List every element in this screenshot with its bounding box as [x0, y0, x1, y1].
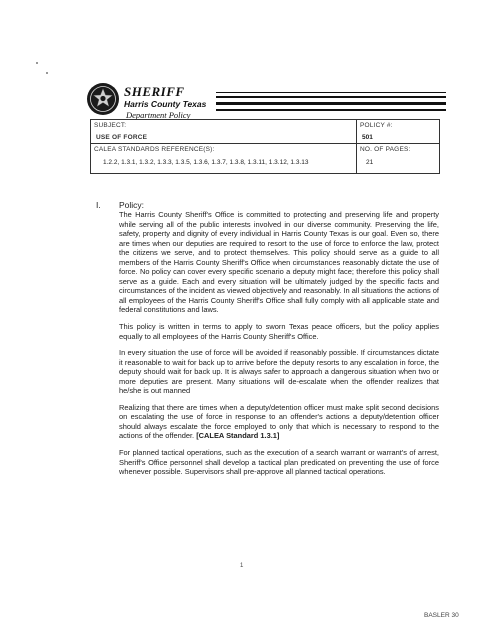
policy-info-table: [90, 119, 440, 174]
letterhead-rule: [216, 109, 446, 111]
letterhead-rule: [216, 96, 446, 98]
bates-number: BASLER 30: [424, 612, 459, 619]
letterhead-county: Harris County Texas: [124, 99, 207, 109]
calea-cell: [91, 144, 357, 174]
policy-number-label: POLICY #:: [360, 122, 393, 129]
subject-value: USE OF FORCE: [96, 134, 148, 141]
scan-speck: [46, 72, 48, 74]
policy-paragraph: In every situation the use of force will be avoided if reasonably possible. If circumstances dictate it reasonable to wait for back up to arrive before the deputy resorts to any escalation in force, the deputy should wait for back up. It is always safer to approach a dangerous situation when two or more deputies are present. Many situations will de-escalate when the offender realizes that he/she is out manned: [119, 348, 439, 396]
pages-cell: [357, 144, 440, 174]
calea-label: CALEA STANDARDS REFERENCE(S):: [94, 146, 215, 153]
sheriff-star-badge-icon: [86, 82, 120, 116]
section-title: Policy:: [119, 200, 145, 210]
subject-label: SUBJECT:: [94, 122, 127, 129]
letterhead-rule: [216, 92, 446, 93]
letterhead-department: Department Policy: [126, 110, 191, 120]
letterhead-rule: [216, 102, 446, 105]
table-row: [91, 120, 440, 144]
policy-body: [119, 210, 439, 484]
policy-number-value: 501: [362, 134, 373, 141]
letterhead: [86, 82, 446, 124]
table-row: [91, 144, 440, 174]
policy-number-cell: [357, 120, 440, 144]
policy-paragraph: For planned tactical operations, such as the execution of a search warrant or warrant's of arrest, Sheriff's Office personnel shall develop a tactical plan predicated on preventing the use of force whenever possible. Supervisors shall pre-approve all planned tactical operations.: [119, 448, 439, 477]
policy-paragraph-text: Realizing that there are times when a deputy/detention officer must make split second decisions on escalating the use of force in response to an offender's actions a deputy/detention officer should always escalate the force employed to only that which is necessary to respond to the actions of the offender.: [119, 402, 439, 441]
calea-standard-ref: [CALEA Standard 1.3.1]: [196, 431, 280, 441]
letterhead-title: SHERIFF: [124, 84, 185, 99]
policy-paragraph: [119, 403, 439, 441]
section-number: I.: [96, 200, 101, 210]
pages-label: NO. OF PAGES:: [360, 146, 411, 153]
calea-value: 1.2.2, 1.3.1, 1.3.2, 1.3.3, 1.3.5, 1.3.6, 1.3.7, 1.3.8, 1.3.11, 1.3.12, 1.3.13: [103, 159, 309, 166]
policy-paragraph: This policy is written in terms to apply to sworn Texas peace officers, but the policy applies equally to all employees of the Harris County Sheriff's Office.: [119, 322, 439, 341]
scan-speck: [36, 62, 38, 64]
policy-paragraph: The Harris County Sheriff's Office is committed to protecting and preserving life and property while serving all of the public interests involved in our diverse community. Preserving the life, safety, property and dignity of every individual in Harris County Texas is our goal. Even so, there are times when our deputies are required to resort to the use of force to enforce the law, protect the citizens we serve, and to protect themselves. This policy should serve as a guide to all members of the Harris County Sheriff's Office when circumstances reasonably dictate the use of force. No policy can cover every specific scenario a deputy might face; therefore this policy shall serve as a guide. Each and every situation will be ultimately judged by the specific facts and circumstances of the incident as viewed objectively and reasonably. In all situations the actions of all employees of the Harris County Sheriff's Office shall fully comply with all applicable state and federal constitutions and laws.: [119, 210, 439, 315]
page-number: 1: [240, 563, 244, 569]
subject-cell: [91, 120, 357, 144]
pages-value: 21: [366, 159, 374, 166]
